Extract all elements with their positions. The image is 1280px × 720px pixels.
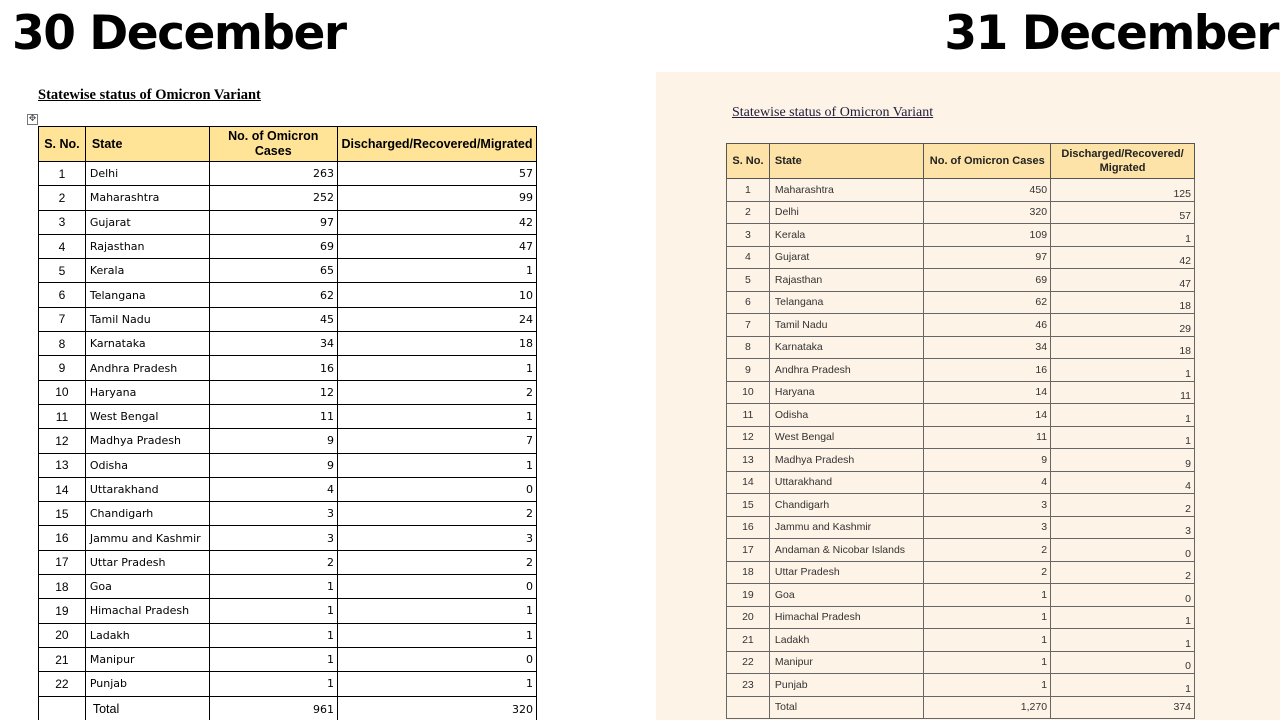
discharged-cell: 1 <box>1051 674 1195 697</box>
sno-cell: 20 <box>727 606 770 629</box>
table-row <box>727 606 1195 629</box>
state-cell: Odisha <box>769 404 924 427</box>
state-cell: West Bengal <box>769 426 924 449</box>
discharged-cell: 29 <box>1051 314 1195 337</box>
discharged-cell: 1 <box>1051 224 1195 247</box>
state-cell: Ladakh <box>85 623 209 647</box>
table-row <box>39 356 537 380</box>
state-cell: Rajasthan <box>85 234 209 258</box>
state-cell: Jammu and Kashmir <box>769 516 924 539</box>
sno-cell: 11 <box>39 404 86 428</box>
state-cell: Telangana <box>769 291 924 314</box>
table-row <box>727 381 1195 404</box>
state-cell: Madhya Pradesh <box>769 449 924 472</box>
table-row <box>727 629 1195 652</box>
cases-cell: 3 <box>924 494 1051 517</box>
discharged-cell: 1 <box>337 404 536 428</box>
cases-cell: 69 <box>924 269 1051 292</box>
left-col-state: State <box>85 127 209 162</box>
discharged-cell: 11 <box>1051 381 1195 404</box>
sno-cell: 3 <box>727 224 770 247</box>
table-row <box>39 550 537 574</box>
cases-cell: 1 <box>209 599 337 623</box>
table-row <box>39 234 537 258</box>
discharged-cell: 1 <box>1051 426 1195 449</box>
table-row <box>727 539 1195 562</box>
table-row <box>39 647 537 671</box>
table-row <box>727 359 1195 382</box>
sno-cell: 22 <box>39 672 86 696</box>
sno-cell: 16 <box>727 516 770 539</box>
cases-cell: 263 <box>209 162 337 186</box>
heading-30-december: 30 December <box>12 6 346 61</box>
state-cell: Andaman & Nicobar Islands <box>769 539 924 562</box>
cases-cell: 2 <box>924 561 1051 584</box>
cases-cell: 450 <box>924 179 1051 202</box>
left-col-sno: S. No. <box>39 127 86 162</box>
state-cell: Delhi <box>85 162 209 186</box>
sno-cell: 19 <box>727 584 770 607</box>
cases-cell: 1 <box>924 629 1051 652</box>
state-cell: Karnataka <box>769 336 924 359</box>
cases-cell: 12 <box>209 380 337 404</box>
discharged-cell: 1 <box>337 259 536 283</box>
state-cell: Tamil Nadu <box>85 307 209 331</box>
discharged-cell: 0 <box>1051 584 1195 607</box>
table-row <box>727 561 1195 584</box>
cases-cell: 320 <box>924 201 1051 224</box>
sno-cell: 14 <box>727 471 770 494</box>
table-row <box>727 314 1195 337</box>
discharged-cell: 2 <box>337 502 536 526</box>
right-col-cases: No. of Omicron Cases <box>924 144 1051 179</box>
cases-cell: 3 <box>209 502 337 526</box>
table-row <box>727 471 1195 494</box>
total-sno-cell <box>39 696 86 720</box>
state-cell: Odisha <box>85 453 209 477</box>
cases-cell: 1 <box>924 674 1051 697</box>
sno-cell: 1 <box>727 179 770 202</box>
sno-cell: 14 <box>39 477 86 501</box>
discharged-cell: 18 <box>1051 291 1195 314</box>
cases-cell: 45 <box>209 307 337 331</box>
state-cell: Uttarakhand <box>85 477 209 501</box>
sno-cell: 22 <box>727 651 770 674</box>
state-cell: Chandigarh <box>85 502 209 526</box>
table-row <box>39 186 537 210</box>
cases-cell: 1 <box>924 584 1051 607</box>
discharged-cell: 1 <box>337 623 536 647</box>
table-row <box>39 599 537 623</box>
table-row <box>727 651 1195 674</box>
table-row <box>727 269 1195 292</box>
table-row <box>39 575 537 599</box>
state-cell: Jammu and Kashmir <box>85 526 209 550</box>
sno-cell: 17 <box>39 550 86 574</box>
sno-cell: 20 <box>39 623 86 647</box>
discharged-cell: 42 <box>337 210 536 234</box>
discharged-cell: 99 <box>337 186 536 210</box>
discharged-cell: 1 <box>1051 359 1195 382</box>
cases-cell: 1 <box>209 672 337 696</box>
table-row <box>39 477 537 501</box>
discharged-cell: 3 <box>337 526 536 550</box>
state-cell: Andhra Pradesh <box>769 359 924 382</box>
discharged-cell: 0 <box>337 477 536 501</box>
state-cell: Uttarakhand <box>769 471 924 494</box>
state-cell: Kerala <box>85 259 209 283</box>
state-cell: Haryana <box>85 380 209 404</box>
discharged-cell: 4 <box>1051 471 1195 494</box>
table-row <box>39 210 537 234</box>
discharged-cell: 1 <box>337 453 536 477</box>
discharged-cell: 0 <box>1051 539 1195 562</box>
sno-cell: 6 <box>727 291 770 314</box>
state-cell: Madhya Pradesh <box>85 429 209 453</box>
left-col-cases: No. of Omicron Cases <box>209 127 337 162</box>
discharged-cell: 42 <box>1051 246 1195 269</box>
sno-cell: 2 <box>39 186 86 210</box>
cases-cell: 34 <box>924 336 1051 359</box>
sno-cell: 4 <box>39 234 86 258</box>
right-col-discharged: Discharged/Recovered/ Migrated <box>1051 144 1195 179</box>
discharged-cell: 2 <box>1051 494 1195 517</box>
cases-cell: 1 <box>209 647 337 671</box>
cases-cell: 97 <box>924 246 1051 269</box>
table-row <box>39 502 537 526</box>
sno-cell: 18 <box>727 561 770 584</box>
table-row <box>39 526 537 550</box>
right-col-sno: S. No. <box>727 144 770 179</box>
cases-cell: 2 <box>209 550 337 574</box>
cases-cell: 9 <box>209 453 337 477</box>
sno-cell: 8 <box>727 336 770 359</box>
table-row <box>727 179 1195 202</box>
table-row <box>39 672 537 696</box>
state-cell: Gujarat <box>769 246 924 269</box>
sno-cell: 6 <box>39 283 86 307</box>
left-document-panel <box>0 70 650 720</box>
right-document-panel <box>656 72 1280 720</box>
table-row <box>39 453 537 477</box>
sno-cell: 19 <box>39 599 86 623</box>
discharged-cell: 57 <box>1051 201 1195 224</box>
heading-31-december: 31 December <box>944 6 1278 61</box>
sno-cell: 2 <box>727 201 770 224</box>
cases-cell: 1 <box>209 575 337 599</box>
table-row <box>727 336 1195 359</box>
table-row <box>727 404 1195 427</box>
total-label-cell: Total <box>769 696 924 719</box>
right-table-title: Statewise status of Omicron Variant <box>732 105 934 120</box>
state-cell: Punjab <box>769 674 924 697</box>
state-cell: Manipur <box>769 651 924 674</box>
move-handle-icon[interactable]: ✥ <box>28 114 37 124</box>
state-cell: Telangana <box>85 283 209 307</box>
state-cell: Uttar Pradesh <box>85 550 209 574</box>
table-row <box>39 283 537 307</box>
left-header-row <box>39 127 537 162</box>
sno-cell: 7 <box>727 314 770 337</box>
table-row <box>39 380 537 404</box>
discharged-cell: 47 <box>1051 269 1195 292</box>
discharged-cell: 0 <box>337 575 536 599</box>
sno-cell: 12 <box>39 429 86 453</box>
cases-cell: 16 <box>209 356 337 380</box>
discharged-cell: 10 <box>337 283 536 307</box>
total-discharged-cell: 374 <box>1051 696 1195 719</box>
discharged-cell: 0 <box>1051 651 1195 674</box>
cases-cell: 2 <box>924 539 1051 562</box>
total-sno-cell <box>727 696 770 719</box>
cases-cell: 9 <box>209 429 337 453</box>
table-row <box>727 494 1195 517</box>
state-cell: Tamil Nadu <box>769 314 924 337</box>
cases-cell: 3 <box>924 516 1051 539</box>
table-row <box>727 291 1195 314</box>
sno-cell: 15 <box>39 502 86 526</box>
table-row <box>727 426 1195 449</box>
state-cell: Haryana <box>769 381 924 404</box>
state-cell: West Bengal <box>85 404 209 428</box>
table-row <box>727 449 1195 472</box>
cases-cell: 69 <box>209 234 337 258</box>
discharged-cell: 47 <box>337 234 536 258</box>
cases-cell: 4 <box>209 477 337 501</box>
state-cell: Goa <box>85 575 209 599</box>
cases-cell: 109 <box>924 224 1051 247</box>
state-cell: Karnataka <box>85 332 209 356</box>
right-status-table <box>726 143 1195 719</box>
sno-cell: 13 <box>39 453 86 477</box>
discharged-cell: 1 <box>1051 629 1195 652</box>
state-cell: Delhi <box>769 201 924 224</box>
state-cell: Gujarat <box>85 210 209 234</box>
sno-cell: 16 <box>39 526 86 550</box>
discharged-cell: 1 <box>337 672 536 696</box>
discharged-cell: 1 <box>337 356 536 380</box>
sno-cell: 12 <box>727 426 770 449</box>
state-cell: Maharashtra <box>769 179 924 202</box>
sno-cell: 8 <box>39 332 86 356</box>
table-row <box>727 246 1195 269</box>
state-cell: Manipur <box>85 647 209 671</box>
total-cases-cell: 1,270 <box>924 696 1051 719</box>
discharged-cell: 2 <box>337 550 536 574</box>
state-cell: Himachal Pradesh <box>85 599 209 623</box>
sno-cell: 17 <box>727 539 770 562</box>
table-row <box>39 623 537 647</box>
sno-cell: 13 <box>727 449 770 472</box>
discharged-cell: 1 <box>1051 404 1195 427</box>
discharged-cell: 24 <box>337 307 536 331</box>
right-col-state: State <box>769 144 924 179</box>
cases-cell: 3 <box>209 526 337 550</box>
discharged-cell: 3 <box>1051 516 1195 539</box>
state-cell: Himachal Pradesh <box>769 606 924 629</box>
cases-cell: 1 <box>924 651 1051 674</box>
table-row <box>727 201 1195 224</box>
discharged-cell: 1 <box>1051 606 1195 629</box>
table-row <box>39 307 537 331</box>
sno-cell: 5 <box>39 259 86 283</box>
cases-cell: 62 <box>209 283 337 307</box>
discharged-cell: 2 <box>337 380 536 404</box>
sno-cell: 3 <box>39 210 86 234</box>
cases-cell: 9 <box>924 449 1051 472</box>
state-cell: Punjab <box>85 672 209 696</box>
state-cell: Kerala <box>769 224 924 247</box>
table-row <box>39 259 537 283</box>
state-cell: Goa <box>769 584 924 607</box>
discharged-cell: 0 <box>337 647 536 671</box>
sno-cell: 18 <box>39 575 86 599</box>
cases-cell: 34 <box>209 332 337 356</box>
cases-cell: 16 <box>924 359 1051 382</box>
cases-cell: 14 <box>924 404 1051 427</box>
discharged-cell: 18 <box>337 332 536 356</box>
cases-cell: 11 <box>209 404 337 428</box>
cases-cell: 4 <box>924 471 1051 494</box>
cases-cell: 97 <box>209 210 337 234</box>
table-row <box>39 332 537 356</box>
state-cell: Andhra Pradesh <box>85 356 209 380</box>
discharged-cell: 57 <box>337 162 536 186</box>
sno-cell: 4 <box>727 246 770 269</box>
table-row <box>727 584 1195 607</box>
sno-cell: 21 <box>727 629 770 652</box>
state-cell: Rajasthan <box>769 269 924 292</box>
left-col-discharged: Discharged/Recovered/Migrated <box>337 127 536 162</box>
table-row <box>39 429 537 453</box>
cases-cell: 252 <box>209 186 337 210</box>
sno-cell: 9 <box>39 356 86 380</box>
cases-cell: 14 <box>924 381 1051 404</box>
sno-cell: 1 <box>39 162 86 186</box>
sno-cell: 21 <box>39 647 86 671</box>
sno-cell: 10 <box>727 381 770 404</box>
table-row <box>39 162 537 186</box>
total-cases-cell: 961 <box>209 696 337 720</box>
cases-cell: 1 <box>209 623 337 647</box>
sno-cell: 5 <box>727 269 770 292</box>
sno-cell: 11 <box>727 404 770 427</box>
table-row <box>727 224 1195 247</box>
cases-cell: 11 <box>924 426 1051 449</box>
table-row <box>727 516 1195 539</box>
left-status-table <box>38 126 537 720</box>
state-cell: Ladakh <box>769 629 924 652</box>
sno-cell: 7 <box>39 307 86 331</box>
discharged-cell: 2 <box>1051 561 1195 584</box>
discharged-cell: 7 <box>337 429 536 453</box>
sno-cell: 9 <box>727 359 770 382</box>
right-header-row <box>727 144 1195 179</box>
sno-cell: 10 <box>39 380 86 404</box>
cases-cell: 46 <box>924 314 1051 337</box>
state-cell: Uttar Pradesh <box>769 561 924 584</box>
sno-cell: 23 <box>727 674 770 697</box>
discharged-cell: 18 <box>1051 336 1195 359</box>
table-row <box>39 404 537 428</box>
cases-cell: 65 <box>209 259 337 283</box>
total-row <box>727 696 1195 719</box>
discharged-cell: 1 <box>337 599 536 623</box>
total-label-cell: Total <box>85 696 209 720</box>
discharged-cell: 9 <box>1051 449 1195 472</box>
total-discharged-cell: 320 <box>337 696 536 720</box>
state-cell: Maharashtra <box>85 186 209 210</box>
cases-cell: 62 <box>924 291 1051 314</box>
table-row <box>727 674 1195 697</box>
discharged-cell: 125 <box>1051 179 1195 202</box>
cases-cell: 1 <box>924 606 1051 629</box>
state-cell: Chandigarh <box>769 494 924 517</box>
left-table-title: Statewise status of Omicron Variant <box>38 87 261 103</box>
total-row <box>39 696 537 720</box>
sno-cell: 15 <box>727 494 770 517</box>
